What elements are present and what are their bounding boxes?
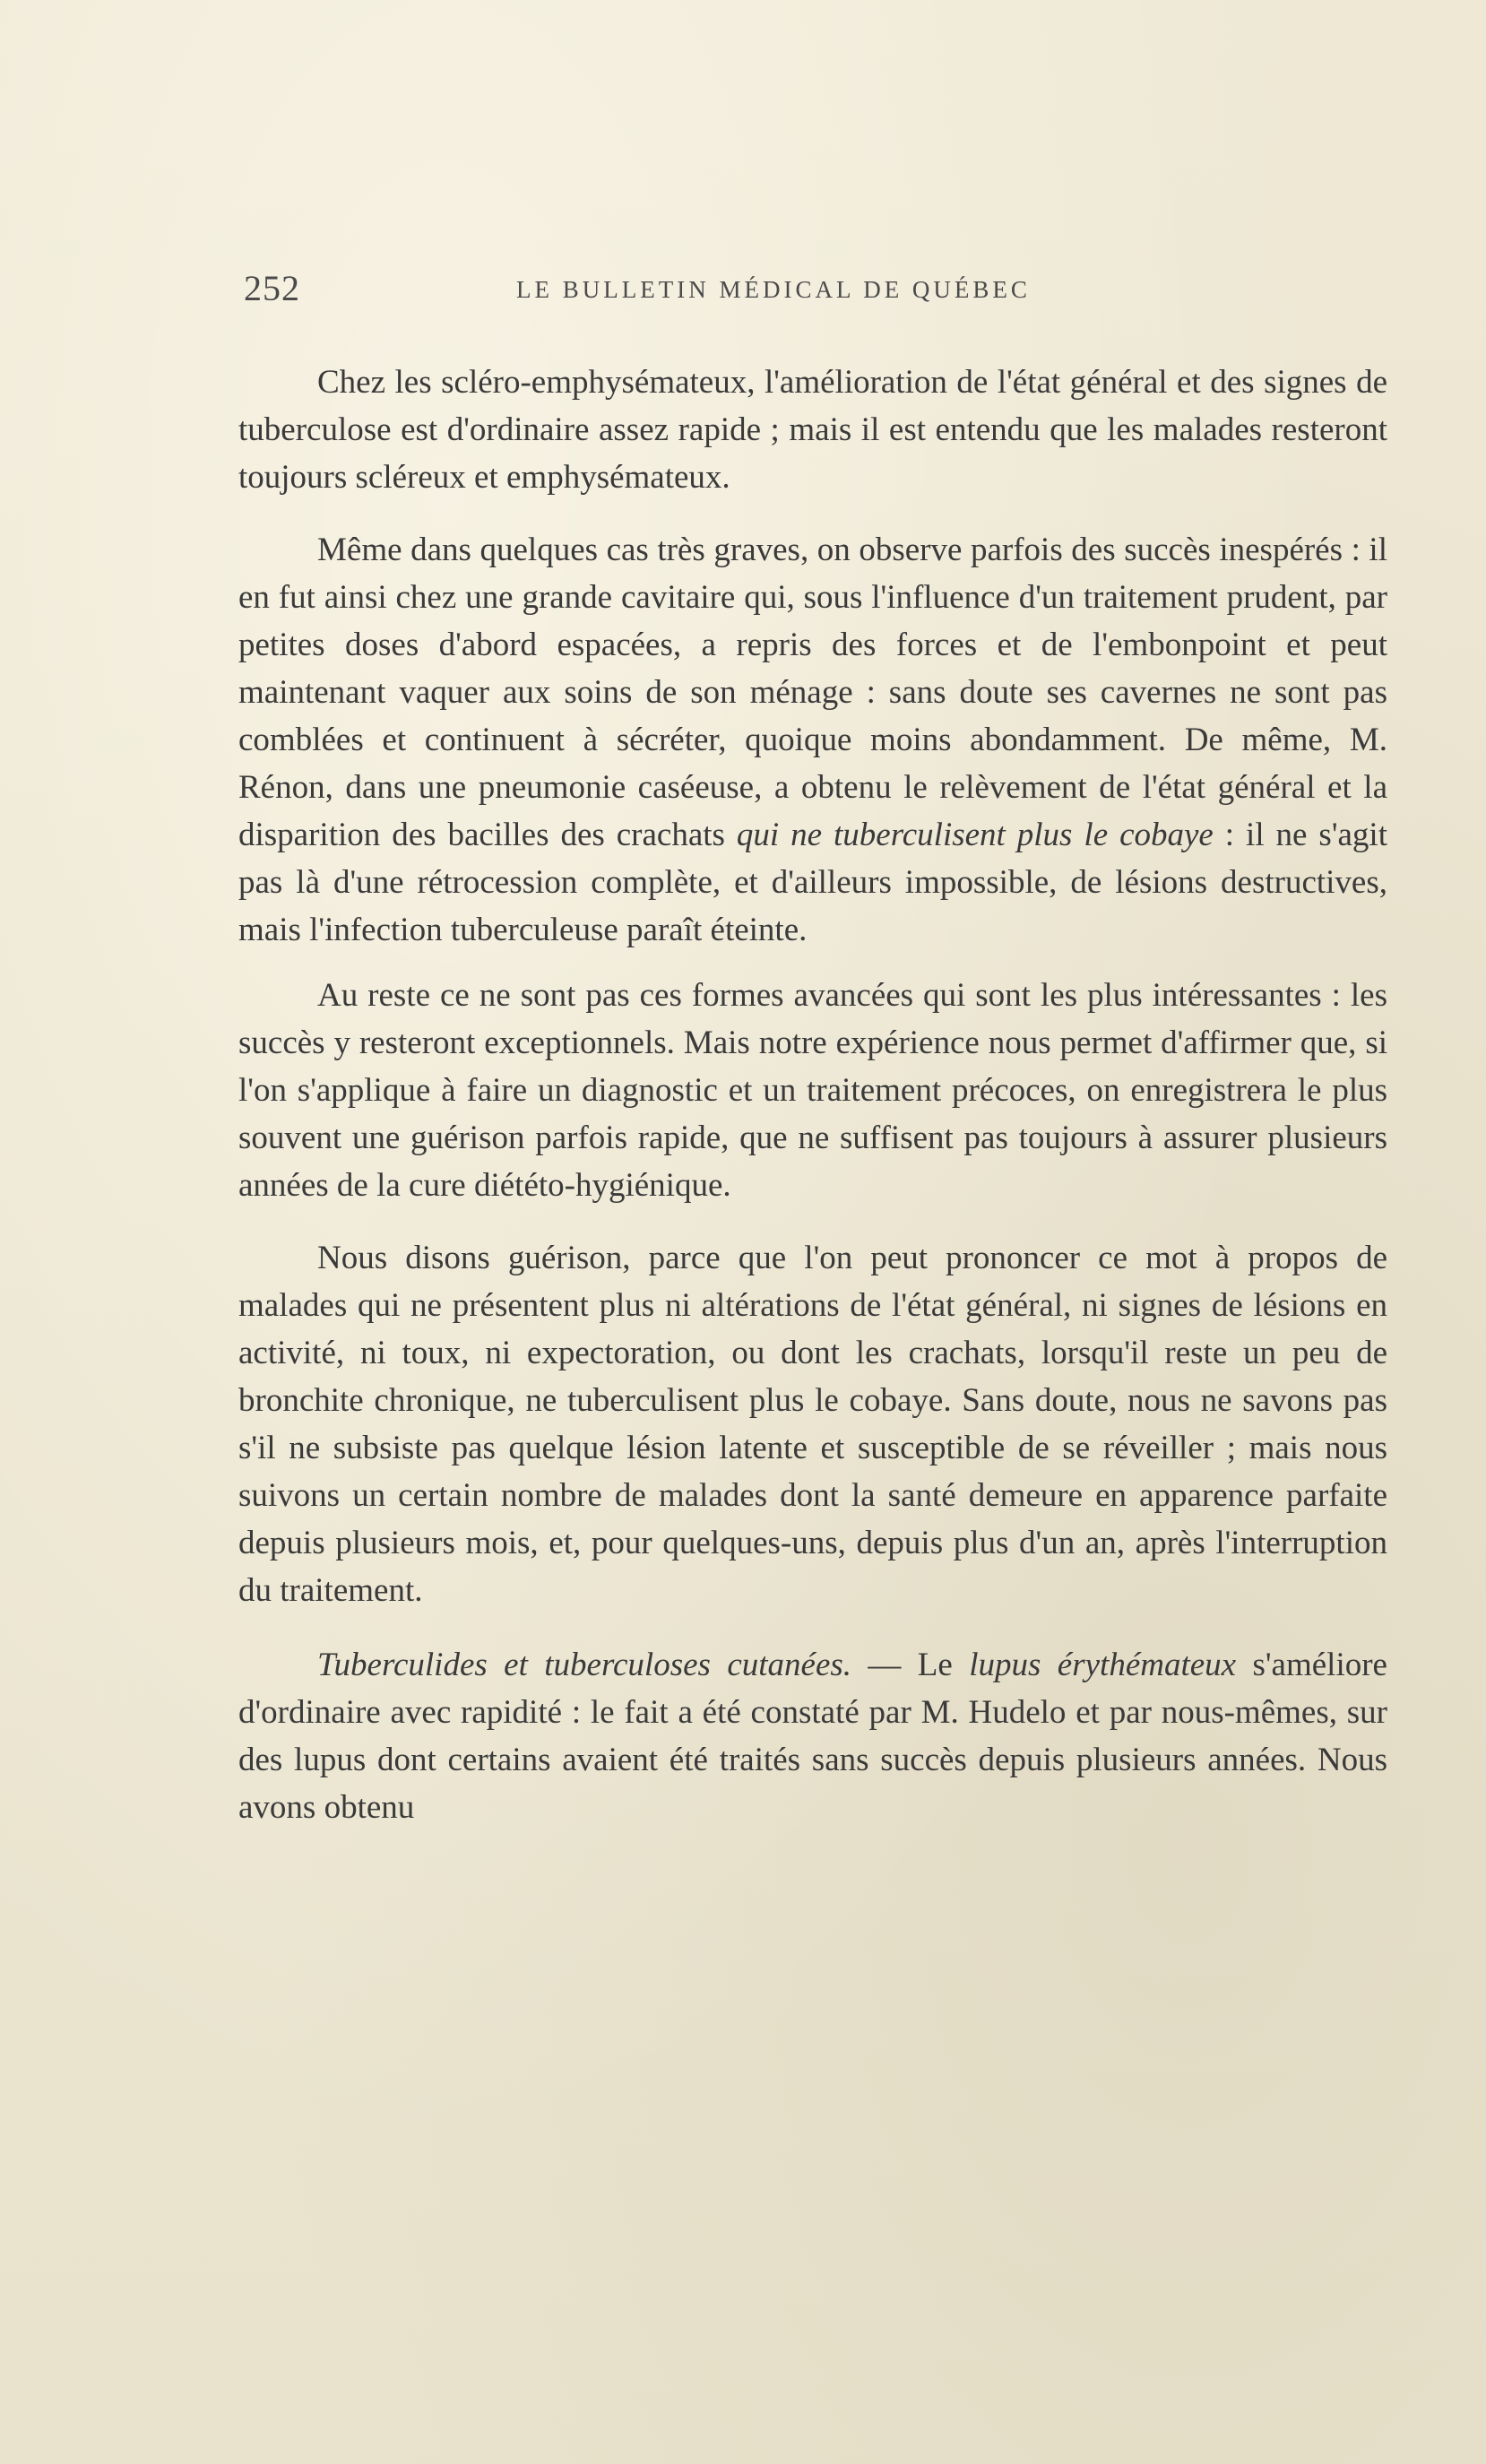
paragraph-text: Même dans quelques cas très graves, on observe parfois des succès inespérés : il en fut ainsi chez une grande cavitaire qui, sous l'influence d'un traitement prudent, par petites doses d'abord espacées, a repris des forces et de l'embonpoint et peut maintenant vaquer aux soins de son ménage : sans doute ses cavernes ne sont pas comblées et continuent à sécréter, quoique moins abondamment. De même, M. Rénon, dans une pneumonie caséeuse, a obtenu le relèvement de l'état général et la disparition des bacilles des crachats: [238, 532, 1387, 853]
paragraph-cas-graves: [238, 526, 1387, 954]
paragraph-text: : il ne s'agit pas là d'une rétrocession complète, et d'ailleurs impossible, de lésions destructives, mais l'infection tuberculeuse paraît éteinte.: [238, 817, 1387, 948]
paragraph-text: Chez les scléro-emphysémateux, l'amélioration de l'état général et des signes de tuberculose est d'ordinaire assez rapide ; mais il est entendu que les malades resteront toujours scléreux et emphysémateux.: [238, 364, 1387, 496]
paragraph-guerison: [238, 1234, 1387, 1614]
paragraph-text: — Le: [851, 1647, 970, 1683]
paragraph-sclero-emphysemateux: [238, 359, 1387, 501]
page-number: 252: [244, 268, 300, 308]
running-title: LE BULLETIN MÉDICAL DE QUÉBEC: [516, 276, 1031, 303]
paragraph-text: Au reste ce ne sont pas ces formes avancées qui sont les plus intéressantes : les succès y resteront exceptionnels. Mais notre expérience nous permet d'affirmer que, si l'on s'applique à faire un diagnostic et un traitement précoces, on enregistrera le plus souvent une guérison parfois rapide, que ne suffisent pas toujours à assurer plusieurs années de la cure diététo-hygiénique.: [238, 977, 1387, 1204]
paragraph-text: s'améliore d'ordinaire avec rapidité : le fait a été constaté par M. Hudelo et par nous-mêmes, sur des lupus dont certains avaient été traités sans succès depuis plusieurs années. Nous avons obtenu: [238, 1647, 1387, 1826]
paragraph-text: Nous disons guérison, parce que l'on peut prononcer ce mot à propos de malades qui ne présentent plus ni altérations de l'état général, ni signes de lésions en activité, ni toux, ni expectoration, ou dont les crachats, lorsqu'il reste un peu de bronchite chronique, ne tuberculisent plus le cobaye. Sans doute, nous ne savons pas s'il ne subsiste pas quelque lésion latente et susceptible de se réveiller ; mais nous suivons un certain nombre de malades dont la santé demeure en apparence parfaite depuis plusieurs mois, et, pour quelques-uns, depuis plus d'un an, après l'interruption du traitement.: [238, 1240, 1387, 1609]
article-body: [238, 359, 1387, 1849]
italic-phrase: qui ne tuberculisent plus le cobaye: [736, 817, 1214, 853]
section-heading: Tuberculides et tuberculoses cutanées.: [317, 1647, 852, 1683]
paragraph-tuberculides: [238, 1641, 1387, 1831]
running-header: [244, 267, 1248, 317]
italic-term: lupus érythémateux: [969, 1647, 1237, 1683]
paragraph-formes-avancees: [238, 972, 1387, 1209]
